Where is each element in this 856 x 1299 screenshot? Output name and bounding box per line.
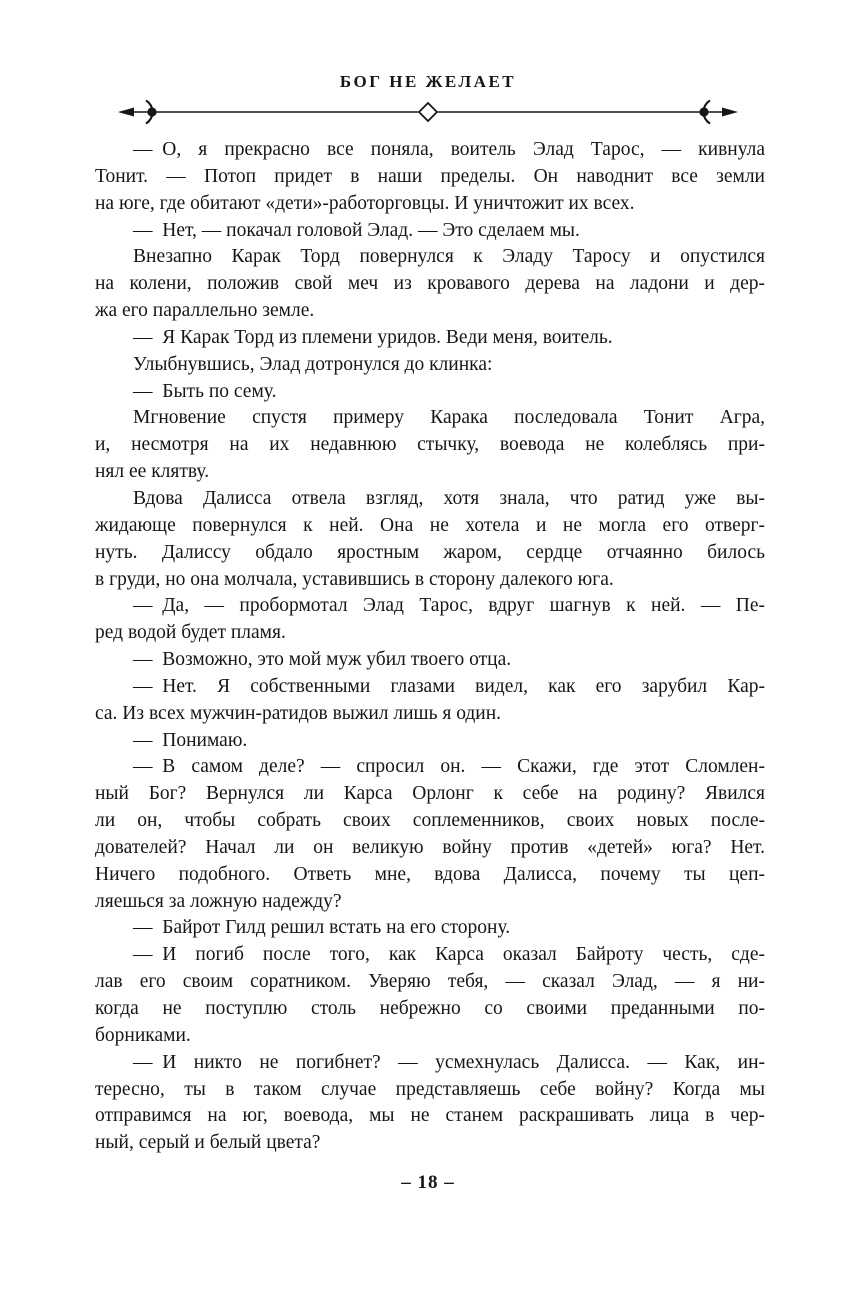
text-line: — Да, — пробормотал Элад Тарос, вдруг шагнув к ней. — Пе- <box>133 595 765 617</box>
text-line: — Нет. Я собственными глазами видел, как его зарубил Кар- <box>133 675 765 697</box>
text-line: ный Бог? Вернулся ли Карса Орлонг к себе на родину? Явился <box>95 783 765 805</box>
text-line: Мгновение спустя примеру Карака последовала Тонит Агра, <box>133 407 765 429</box>
paragraph <box>95 754 765 915</box>
text-line: — И погиб после того, как Карса оказал Байроту честь, сде- <box>133 944 765 966</box>
paragraph <box>95 647 765 674</box>
paragraph <box>95 1050 765 1157</box>
paragraph <box>95 137 765 218</box>
text-line: ляешься за ложную надежду? <box>95 890 342 912</box>
paragraph <box>95 244 765 325</box>
paragraph <box>95 325 765 352</box>
text-line: жа его параллельно земле. <box>95 300 315 322</box>
paragraph <box>95 593 765 647</box>
paragraph <box>95 352 765 379</box>
right-dot <box>699 107 708 116</box>
diamond-icon <box>419 103 437 121</box>
text-line: нуть. Далиссу обдало яростным жаром, сердце отчаянно билось <box>95 541 765 563</box>
text-line: — Понимаю. <box>133 729 248 751</box>
paragraph <box>95 674 765 728</box>
paragraph <box>95 915 765 942</box>
text-line: ный, серый и белый цвета? <box>95 1132 321 1154</box>
paragraph <box>95 379 765 406</box>
text-line: — Нет, — покачал головой Элад. — Это сделаем мы. <box>133 219 580 241</box>
paragraph <box>95 942 765 1049</box>
running-title: БОГ НЕ ЖЕЛАЕТ <box>339 72 517 91</box>
text-line: жидающе повернулся к ней. Она не хотела и не могла его отверг- <box>95 514 765 536</box>
right-arrow-icon <box>722 108 738 117</box>
text-line: на юге, где обитают «дети»-работорговцы. И уничтожит их всех. <box>95 192 635 214</box>
text-line: и, несмотря на их недавнюю стычку, воевода не колеблясь при- <box>95 434 765 456</box>
text-line: нял ее клятву. <box>95 461 210 483</box>
text-line: Ничего подобного. Ответь мне, вдова Далисса, почему ты цеп- <box>95 863 765 885</box>
text-line: лав его своим соратником. Уверяю тебя, — сказал Элад, — я ни- <box>95 971 765 993</box>
paragraph <box>95 728 765 755</box>
text-line: в груди, но она молчала, уставившись в сторону далекого юга. <box>95 568 614 590</box>
text-line: ли он, чтобы собрать своих соплеменников, своих новых после- <box>95 810 765 832</box>
text-line: на колени, положив свой меч из кровавого дерева на ладони и дер- <box>95 273 765 295</box>
paragraph <box>95 486 765 593</box>
text-line: когда не поступлю столь небрежно со своими преданными по- <box>95 998 765 1019</box>
text-line: — И никто не погибнет? — усмехнулась Далисса. — Как, ин- <box>133 1051 765 1073</box>
text-line: тересно, ты в таком случае представляешь себе войну? Когда мы <box>95 1078 765 1100</box>
text-line: отправимся на юг, воевода, мы не станем раскрашивать лица в чер- <box>95 1105 765 1127</box>
paragraph <box>95 218 765 245</box>
text-line: ред водой будет пламя. <box>95 622 286 644</box>
text-line: дователей? Начал ли он великую войну против «детей» юга? Нет. <box>95 836 765 858</box>
text-line: Внезапно Карак Торд повернулся к Эладу Таросу и опустился <box>133 246 765 268</box>
text-line: борниками. <box>95 1024 191 1046</box>
text-line: — Я Карак Торд из племени уридов. Веди меня, воитель. <box>133 326 613 348</box>
text-line: — Быть по сему. <box>133 380 277 402</box>
page-number: – 18 – <box>401 1172 455 1193</box>
paragraph <box>95 405 765 486</box>
text-line: — Байрот Гилд решил встать на его сторону. <box>133 917 511 939</box>
page-body <box>95 137 765 1157</box>
text-line: — В самом деле? — спросил он. — Скажи, где этот Сломлен- <box>133 756 765 778</box>
text-line: са. Из всех мужчин-ратидов выжил лишь я один. <box>95 702 502 724</box>
text-line: Улыбнувшись, Элад дотронулся до клинка: <box>133 353 493 375</box>
text-line: — Возможно, это мой муж убил твоего отца. <box>133 649 512 671</box>
text-line: Тонит. — Потоп придет в наши пределы. Он наводнит все земли <box>95 165 765 187</box>
text-line: — О, я прекрасно все поняла, воитель Элад Тарос, — кивнула <box>133 139 765 160</box>
text-line: Вдова Далисса отвела взгляд, хотя знала, что ратид уже вы- <box>133 487 765 509</box>
header-ornament-rule <box>118 99 738 125</box>
ornament-divider <box>118 99 738 125</box>
